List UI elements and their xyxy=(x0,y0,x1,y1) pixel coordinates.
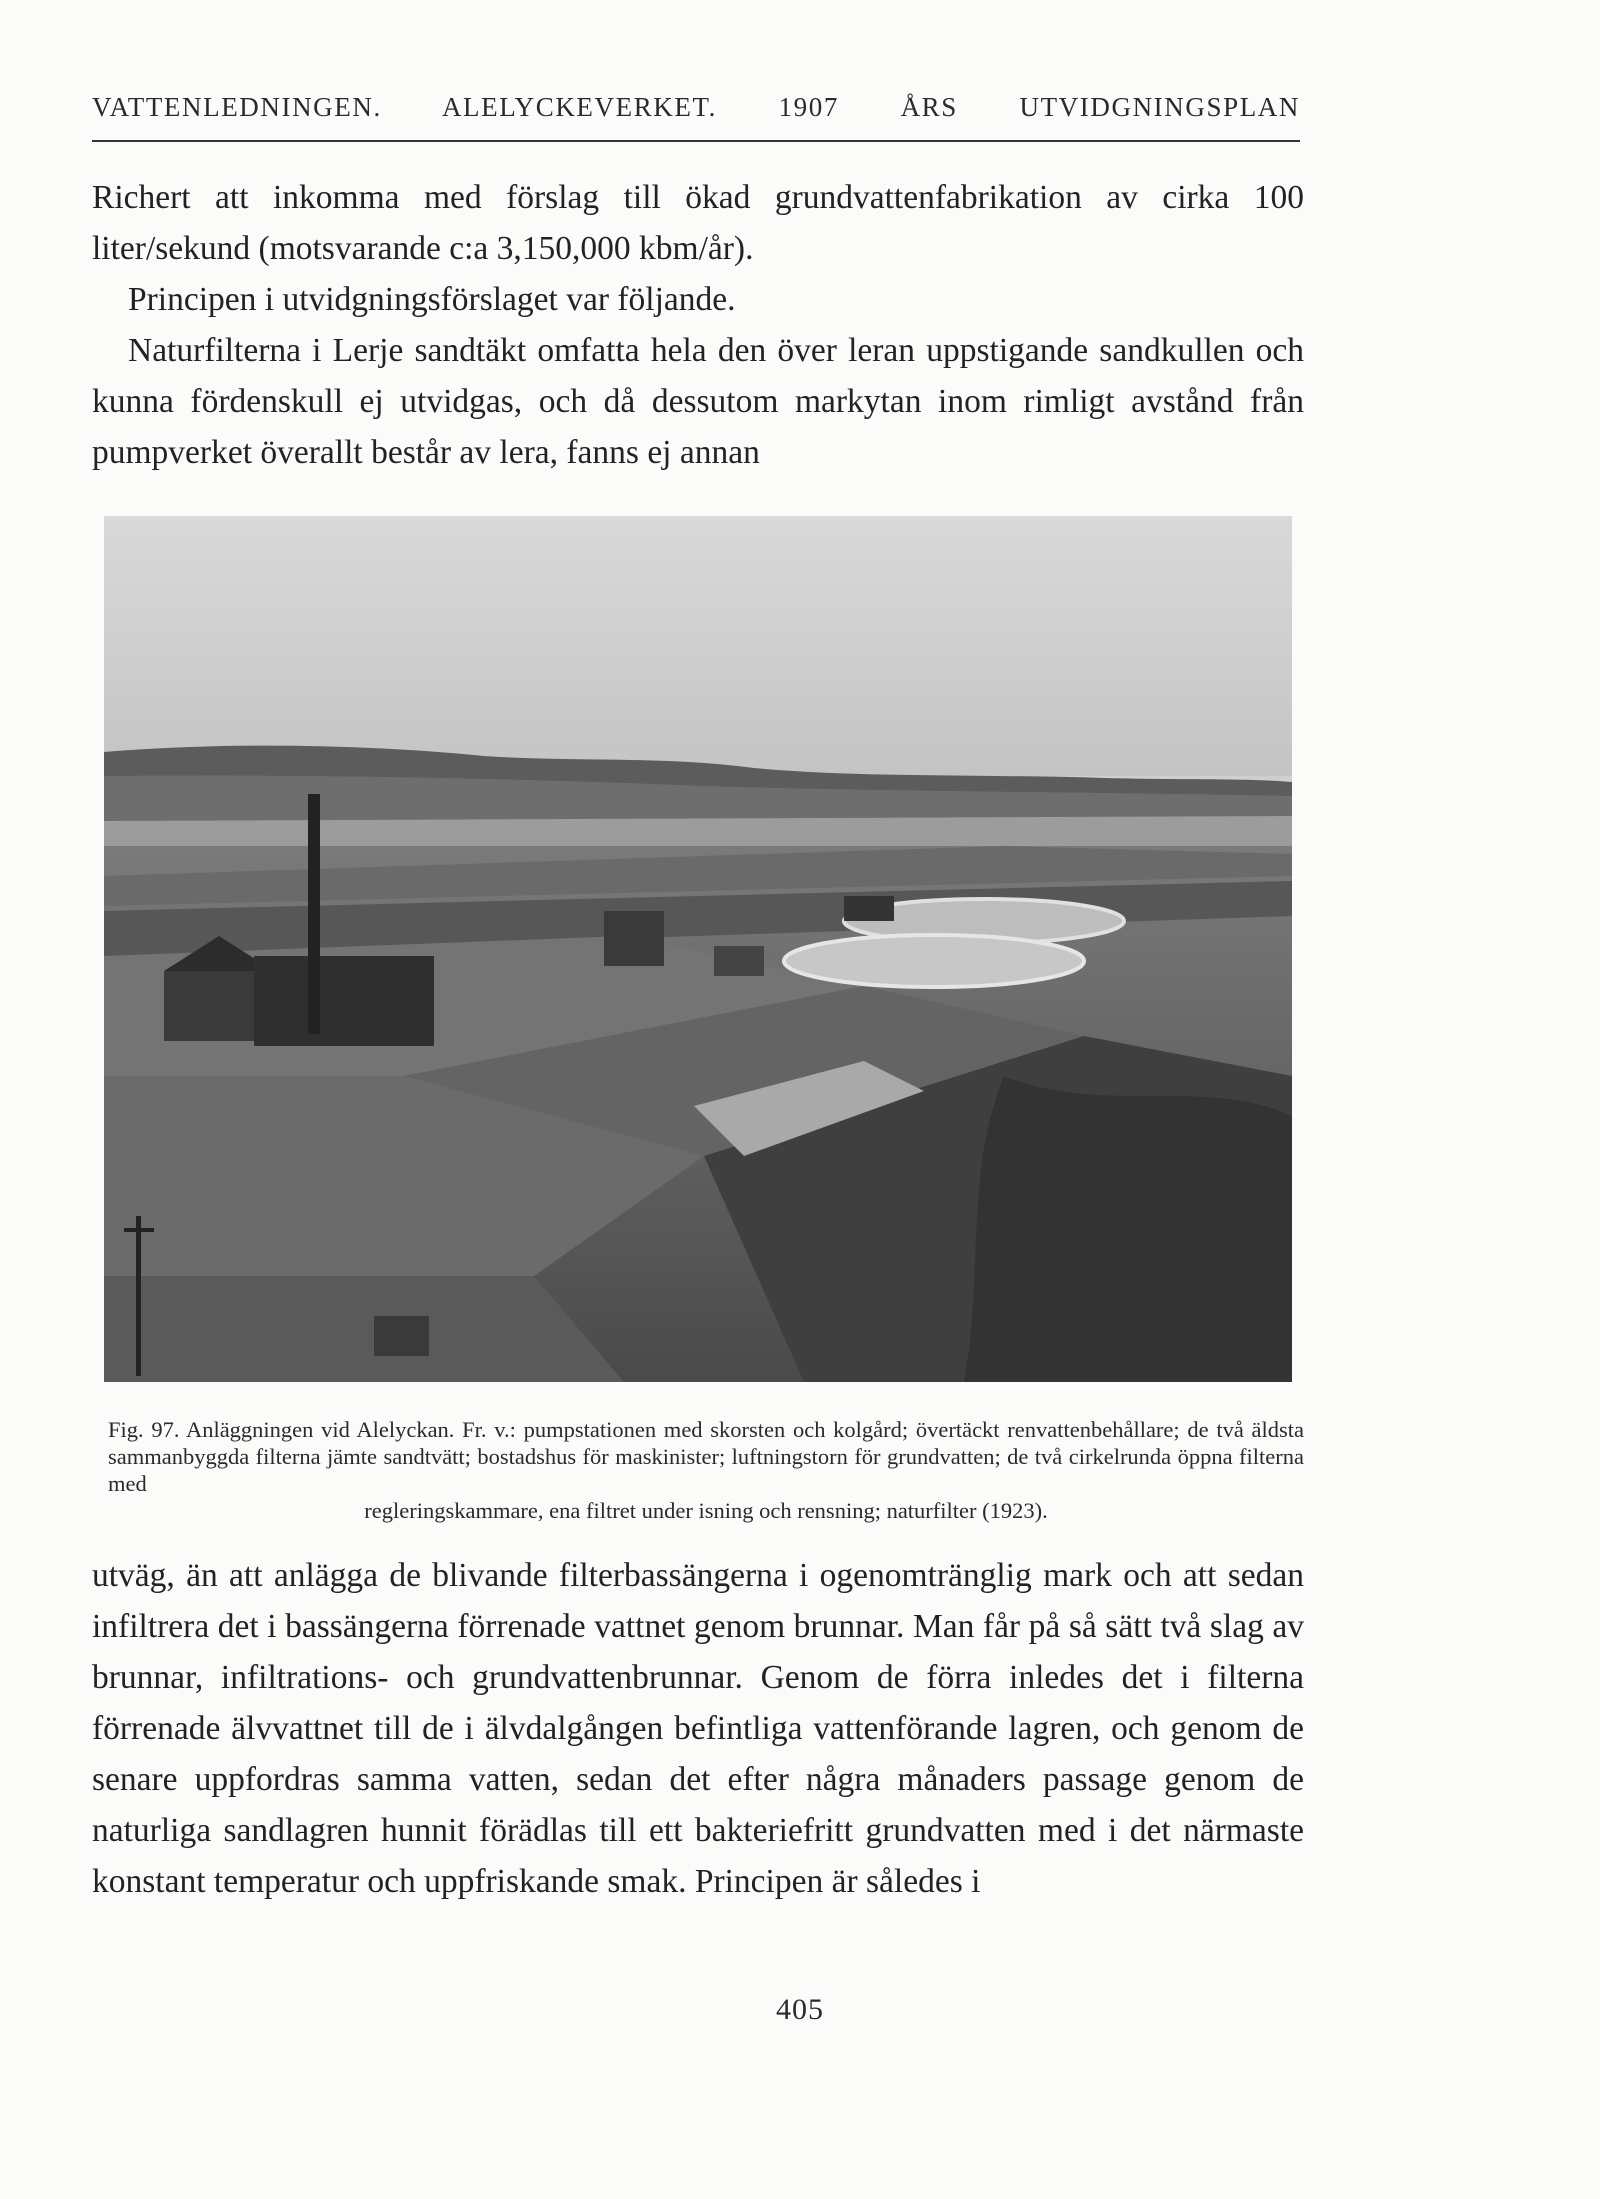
figure-photograph xyxy=(104,516,1292,1382)
paragraph-2: Principen i utvidgningsförslaget var följande. xyxy=(128,281,736,318)
header-rule xyxy=(92,140,1300,142)
paragraph-1: Richert att inkomma med förslag till ökad grundvattenfabrikation av cirka 100 liter/sekund (motsvarande c:a 3,150,000 kbm/år). xyxy=(92,179,1304,267)
paragraph-3: Naturfilterna i Lerje sandtäkt omfatta hela den över leran uppstigande sandkullen och kunna fördenskull ej utvidgas, och då dessutom markytan inom rimligt avstånd från pumpverket överallt består av lera, fanns ej annan xyxy=(92,332,1304,471)
caption-last-line: regleringskammare, ena filtret under isning och rensning; naturfilter (1923). xyxy=(364,1498,1048,1523)
caption-main: Fig. 97. Anläggningen vid Alelyckan. Fr. v.: pumpstationen med skorsten och kolgård; övertäckt renvattenbehållare; de två äldsta sammanbyggda filterna jämte sandtvätt; bostadshus för maskinister; luftningstorn för grundvatten; de två cirkelrunda öppna filterna med xyxy=(108,1417,1304,1496)
page-number: 405 xyxy=(776,1993,824,2026)
paragraph-4: utväg, än att anlägga de blivande filterbassängerna i ogenomtränglig mark och att sedan infiltrera det i bassängerna förrenade vattnet genom brunnar. Man får på så sätt två slag av brunnar, infiltrations- och grundvattenbrunnar. Genom de förra inledes det i filterna förrenade älvvattnet till de i älvdalgången befintliga vattenförande lagren, och genom de senare uppfordras samma vatten, sedan det efter några månaders passage genom de naturliga sandlagren hunnit förädlas till ett bakteriefritt grundvatten med i det närmaste konstant temperatur och uppfriskande smak. Principen är således i xyxy=(92,1557,1304,1900)
figure-caption xyxy=(108,1416,1304,1524)
running-head: VATTENLEDNINGEN. ALELYCKEVERKET. 1907 ÅRS UTVIDGNINGSPLAN xyxy=(92,92,1300,122)
